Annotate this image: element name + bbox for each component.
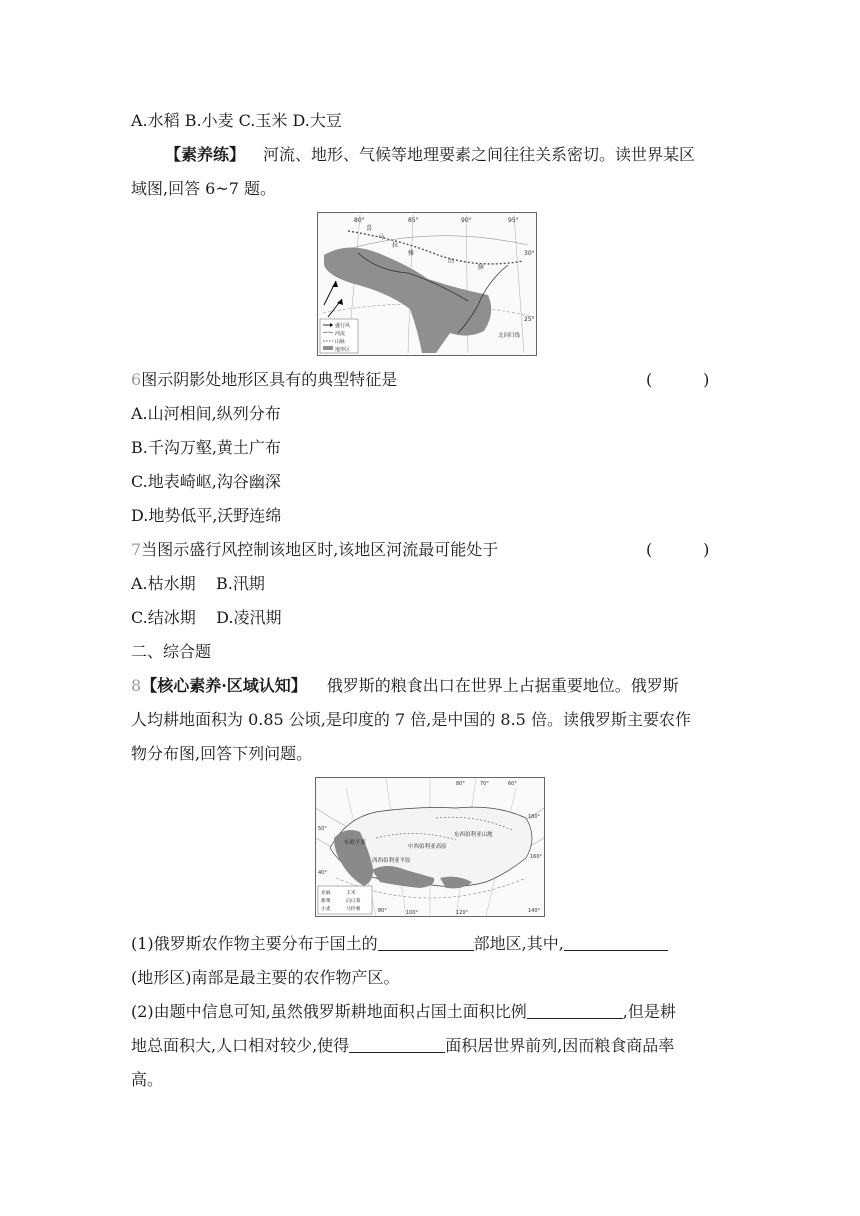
q8-2-line1 (131, 1001, 676, 1023)
map1-legend-landform: 地形区 (335, 347, 351, 353)
q8-2-blank-2[interactable] (349, 1036, 445, 1053)
map2-lon-6: 180° (528, 814, 541, 820)
q8-intro-line3: 物分布图,回答下列问题。 (131, 744, 313, 763)
q7-number: 7 (131, 540, 142, 559)
map2-label-central-siberia: 中西伯利亚高原 (408, 844, 447, 850)
q6-stem (131, 369, 397, 391)
q7-options-line1: A.枯水期 B.汛期 (131, 574, 265, 593)
q6-answer-paren[interactable]: ( ) (646, 370, 710, 389)
q8-1-blank-2[interactable] (564, 934, 668, 951)
map2-legend-wheat: 小麦 (321, 907, 331, 912)
q8-tag: 【核心素养·区域认知】 (141, 676, 307, 695)
map2-lon-8: 70° (480, 781, 489, 787)
q8-intro-line1 (131, 675, 679, 697)
map1-tropic-label: 北回归线 (498, 333, 521, 339)
q8-number: 8 (131, 676, 142, 695)
map1-mountain-char-3: 拉 (392, 242, 399, 249)
map1-lat-25: 25° (524, 316, 535, 323)
q6-number: 6 (131, 370, 142, 389)
q8-1-line1 (131, 933, 668, 955)
map2-lon-3: 120° (456, 910, 469, 916)
map2-legend-flax: 亚麻 (321, 891, 331, 896)
map2-label-east-siberia: 东西伯利亚山地 (454, 832, 493, 838)
himalaya-region-map (317, 212, 537, 356)
map1-legend-mountain: 山脉 (335, 339, 346, 345)
map1-mountain-char-4: 雅 (408, 250, 415, 257)
map2-label-west-siberia: 西西伯利亚平原 (372, 858, 411, 864)
map2-lat-50: 50° (318, 826, 327, 832)
map1-lon-95: 95° (508, 217, 519, 224)
map1-mountain-char-2: 马 (378, 234, 385, 241)
q8-2-line3: 高。 (131, 1070, 164, 1089)
map2-lon-4: 140° (528, 908, 541, 914)
q7-stem (131, 539, 498, 561)
section-heading: 二、综合题 (131, 642, 212, 661)
map2-lon-5: 160° (530, 854, 543, 860)
map1-lat-30: 30° (524, 250, 535, 257)
q6-stem-text: 图示阴影处地形区具有的典型特征是 (141, 370, 398, 389)
map2-legend-corn: 玉米 (346, 891, 356, 896)
map1-mountain-char-1: 喜 (366, 225, 373, 232)
map2-lat-40: 40° (318, 870, 327, 876)
q8-2-text-b: ,但是耕 (622, 1002, 676, 1021)
map1-legend-river: 河流 (335, 331, 346, 337)
q8-2-line2 (131, 1035, 674, 1057)
map2-lon-7: 80° (456, 781, 465, 787)
practice-text1: 河流、地形、气候等地理要素之间往往关系密切。读世界某区 (263, 145, 696, 164)
q7-options-line2: C.结冰期 D.凌汛期 (131, 608, 282, 627)
q8-2-text-c: 地总面积大,人口相对较少,使得 (131, 1036, 350, 1055)
map1-mountain-char-5: 山 (448, 258, 455, 265)
map2-lon-1: 80° (378, 908, 387, 914)
map1-lon-90: 90° (461, 217, 472, 224)
russia-crops-map (315, 777, 545, 917)
q8-text1: 俄罗斯的粮食出口在世界上占据重要地位。俄罗斯 (326, 676, 679, 695)
map2-legend-potato: 马铃薯 (346, 907, 361, 912)
q6-option-a: A.山河相间,纵列分布 (131, 404, 281, 423)
q7-answer-paren[interactable]: ( ) (646, 540, 710, 559)
practice-tag: 【素养练】 (165, 145, 246, 164)
practice-intro-line1 (165, 144, 695, 166)
q5-options: A.水稻 B.小麦 C.玉米 D.大豆 (131, 111, 342, 130)
q6-option-d: D.地势低平,沃野连绵 (131, 506, 282, 525)
q8-1-blank-1[interactable] (378, 934, 474, 951)
q8-1-text-b: 部地区,其中, (473, 934, 564, 953)
q8-1-text-a: (1)俄罗斯农作物主要分布于国土的 (131, 934, 378, 953)
q8-2-text-d: 面积居世界前列,因而粮食商品率 (445, 1036, 675, 1055)
map2-lon-2: 100° (406, 910, 419, 916)
map2-lon-9: 60° (508, 781, 517, 787)
q8-2-blank-1[interactable] (527, 1002, 623, 1019)
q6-option-c: C.地表崎岖,沟谷幽深 (131, 472, 281, 491)
map1-mountain-char-6: 脉 (478, 264, 485, 271)
q6-option-b: B.千沟万壑,黄土广布 (131, 438, 281, 457)
q8-intro-line2: 人均耕地面积为 0.85 公顷,是印度的 7 倍,是中国的 8.5 倍。读俄罗斯主要农作 (131, 710, 691, 729)
map2-label-east-europe: 东欧平原 (344, 840, 367, 846)
map2-legend-beet: 甜菜 (321, 899, 331, 904)
map2-legend-sunflower: 向日葵 (346, 899, 361, 904)
map1-lon-85: 85° (408, 217, 419, 224)
q7-stem-text: 当图示盛行风控制该地区时,该地区河流最可能处于 (141, 540, 499, 559)
q8-1-line2: (地形区)南部是最主要的农作物产区。 (131, 968, 400, 987)
map1-legend-wind: 盛行风 (335, 323, 351, 329)
practice-intro-line2: 域图,回答 6~7 题。 (131, 179, 277, 198)
map1-lon-80: 80° (354, 217, 365, 224)
q8-2-text-a: (2)由题中信息可知,虽然俄罗斯耕地面积占国土面积比例 (131, 1002, 527, 1021)
